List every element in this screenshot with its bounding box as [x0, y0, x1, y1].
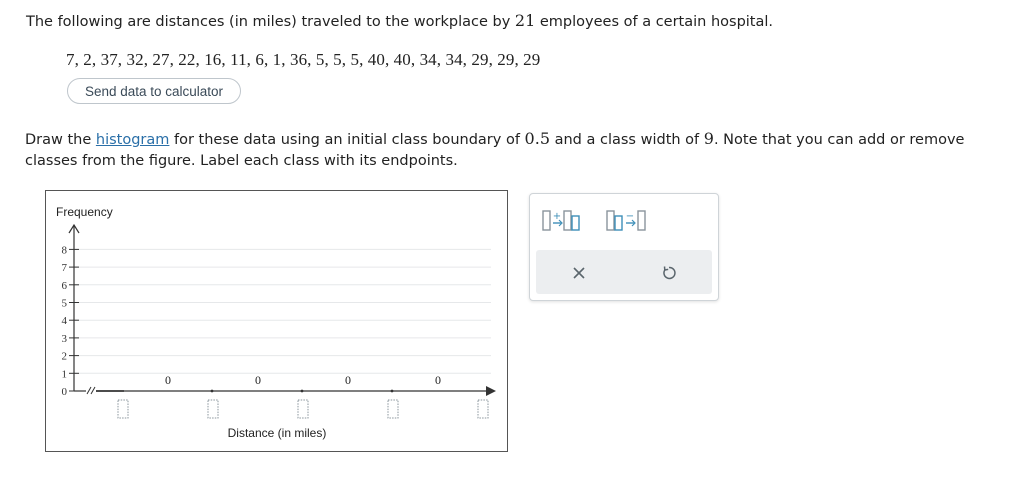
intro-text-after: employees of a certain hospital. — [535, 14, 774, 30]
endpoint-dot — [301, 390, 304, 393]
bar-value-label: 0 — [255, 373, 261, 387]
instr-part1: Draw the — [25, 132, 96, 148]
svg-text:−: − — [625, 211, 635, 222]
y-axis-label: Frequency — [56, 205, 113, 219]
problem-intro — [26, 11, 773, 30]
y-tick-label: 2 — [61, 350, 67, 363]
send-data-button[interactable]: Send data to calculator — [67, 78, 241, 104]
y-axis-ticks — [62, 244, 80, 398]
graph-canvas[interactable] — [46, 191, 507, 451]
close-icon[interactable] — [568, 262, 590, 284]
axis-break-icon — [87, 387, 95, 394]
instr-part2: for these data using an initial class boundary of — [169, 132, 525, 148]
endpoint-input[interactable] — [208, 400, 218, 418]
tool-action-bar — [536, 250, 712, 294]
y-tick-label: 4 — [61, 315, 67, 328]
undo-icon[interactable] — [658, 262, 680, 284]
bars[interactable] — [165, 373, 441, 387]
y-tick-label: 3 — [61, 332, 67, 345]
bar-value-label: 0 — [345, 373, 351, 387]
gridlines — [74, 249, 491, 373]
class-width: 9 — [703, 129, 714, 148]
bar-value-label: 0 — [435, 373, 441, 387]
endpoint-input[interactable] — [118, 400, 128, 418]
employee-count: 21 — [514, 11, 536, 30]
bar-value-label: 0 — [165, 373, 171, 387]
endpoint-inputs[interactable] — [118, 390, 488, 418]
endpoint-input[interactable] — [388, 400, 398, 418]
instr-part3: and a class width of — [550, 132, 704, 148]
x-axis-label: Distance (in miles) — [227, 426, 327, 440]
histogram-link[interactable]: histogram — [95, 132, 170, 148]
y-tick-label: 8 — [61, 244, 67, 257]
y-tick-label: 5 — [61, 297, 67, 310]
y-tick-label: 6 — [61, 279, 67, 292]
y-tick-label: 7 — [61, 262, 67, 275]
endpoint-input[interactable] — [478, 400, 488, 418]
data-list: 7, 2, 37, 32, 27, 22, 16, 11, 6, 1, 36, 5, 5, 5, 40, 40, 34, 34, 29, 29, 29 — [66, 50, 541, 69]
instr-part4: . Note that you can add or remove classes from the figure. Label each class with its endpoints. — [25, 132, 965, 169]
remove-class-icon[interactable] — [606, 208, 658, 234]
endpoint-dot — [211, 390, 214, 393]
endpoint-input[interactable] — [298, 400, 308, 418]
tool-panel — [529, 193, 719, 301]
histogram-graph[interactable] — [45, 190, 508, 452]
add-class-icon[interactable] — [542, 208, 594, 234]
instructions — [25, 128, 995, 172]
intro-text-before: The following are distances (in miles) traveled to the workplace by — [26, 14, 515, 30]
y-tick-label: 1 — [61, 368, 67, 381]
initial-boundary: 0.5 — [524, 129, 550, 148]
x-axis-arrow-icon — [486, 386, 496, 396]
y-tick-label: 0 — [61, 386, 67, 398]
endpoint-dot — [391, 390, 394, 393]
svg-text:+: + — [552, 211, 562, 222]
